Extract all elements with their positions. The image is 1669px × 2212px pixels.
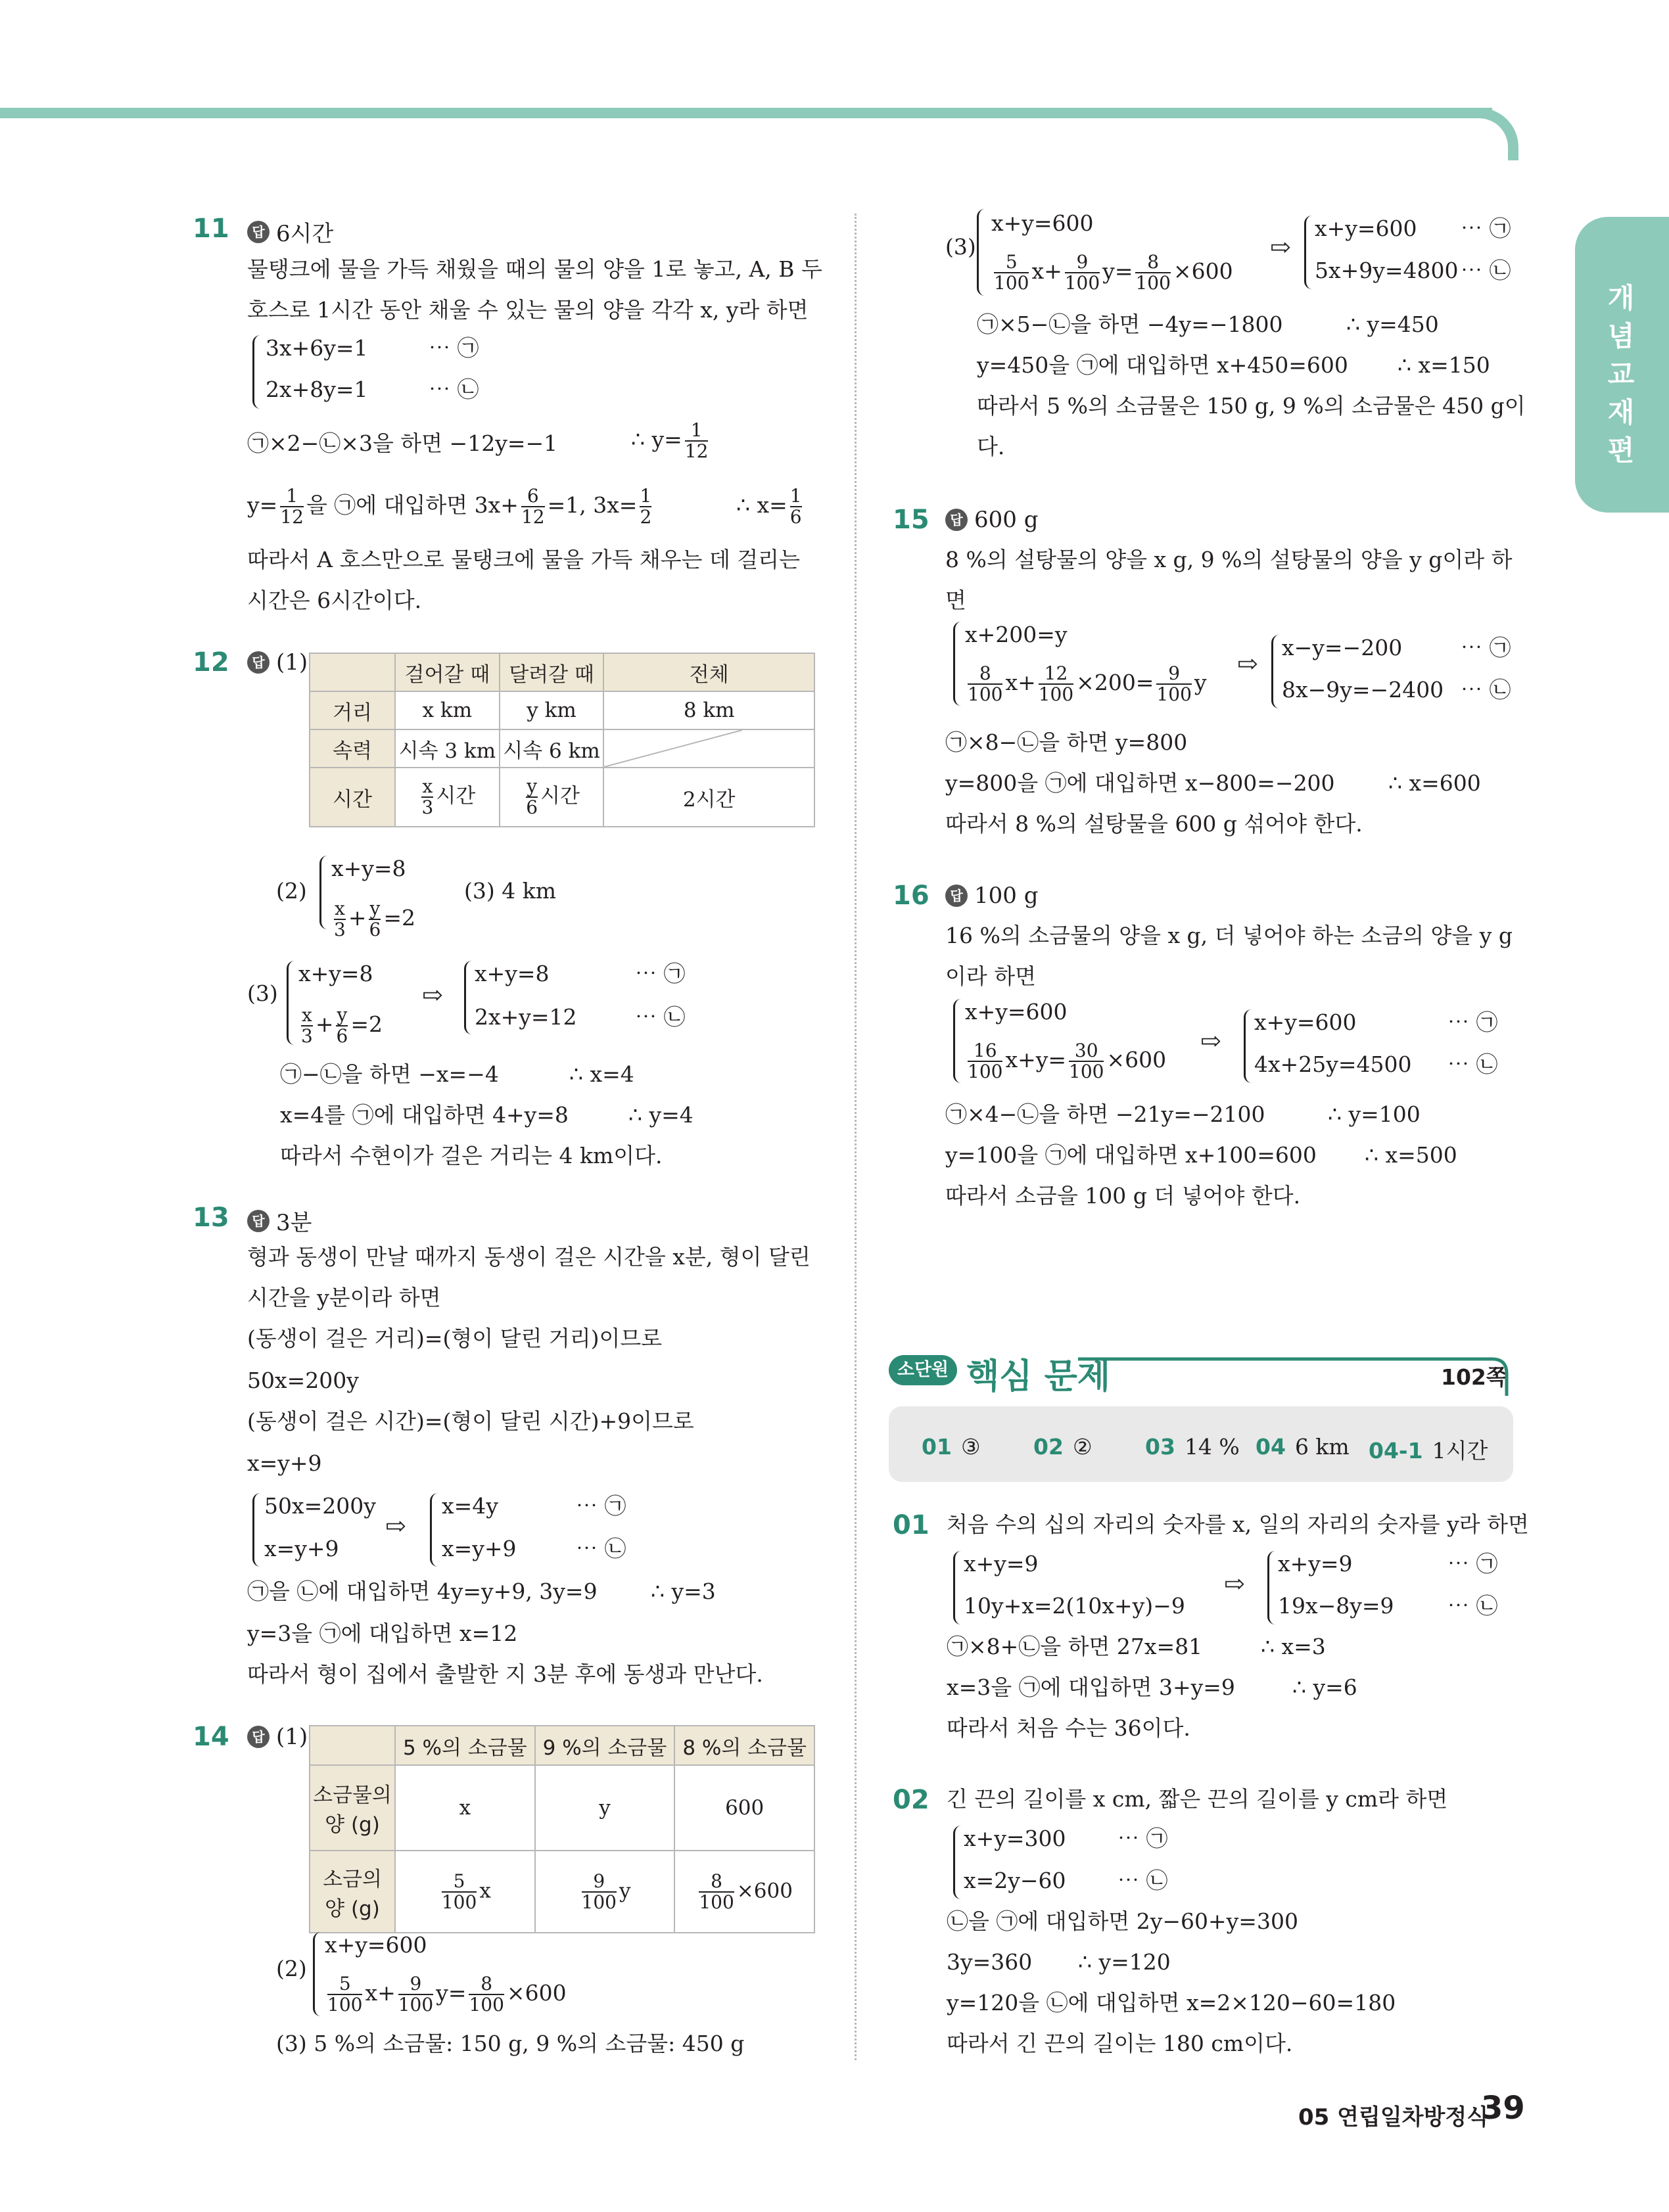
c01-line2-result: ∴ x=3	[1261, 1634, 1326, 1659]
q12-p3-brace2	[464, 961, 474, 1034]
q13-answer: 답 3분	[247, 1205, 312, 1237]
q15-line4-result: ∴ x=600	[1388, 770, 1481, 796]
q15-number: 15	[893, 505, 929, 535]
c01-line2: ㉠×8+㉡을 하면 27x=81	[947, 1634, 1203, 1659]
q13-line7: ㉠을 ㉡에 대입하면 4y=y+9, 3y=9	[247, 1578, 598, 1604]
q16-line4: y=100을 ㉠에 대입하면 x+100=600	[945, 1142, 1317, 1168]
q16-answer: 답 100 g	[945, 883, 1038, 909]
arrow-icon: ⇨	[422, 980, 443, 1009]
q12-p2-eq1: x+y=8	[331, 856, 406, 881]
arrow-icon: ⇨	[1200, 1026, 1221, 1055]
c01-eq2: 10y+x=2(10x+y)−9	[964, 1593, 1185, 1619]
q16-m1: ⋯ ㉠	[1447, 1009, 1498, 1035]
q12-p3-eq1: x+y=8	[298, 961, 373, 986]
q13-eq1: 50x=200y	[264, 1493, 376, 1519]
core-title: 핵심 문제	[966, 1357, 1111, 1396]
c01-t1: x+y=9	[1278, 1551, 1353, 1577]
q13-t2: x=y+9	[442, 1536, 517, 1561]
side-tab	[1575, 217, 1669, 513]
footer-chapter: 05 연립일차방정식	[1298, 2104, 1489, 2131]
q15-line5: 따라서 8 %의 설탕물을 600 g 섞어야 한다.	[945, 811, 1363, 837]
c01-line4: 따라서 처음 수는 36이다.	[947, 1715, 1190, 1741]
core-badge: 소단원	[889, 1355, 957, 1385]
c01-line3-result: ∴ y=6	[1292, 1674, 1357, 1700]
c02-line1: 긴 끈의 길이를 x cm, 짧은 끈의 길이를 y cm라 하면	[947, 1786, 1448, 1812]
q13-eq2: x=y+9	[264, 1536, 339, 1561]
q12-p3-brace	[287, 961, 296, 1045]
q15-eq1: x+200=y	[965, 622, 1068, 647]
c01-m2: ⋯ ㉡	[1447, 1593, 1498, 1619]
answer-icon: 답	[247, 1210, 270, 1232]
answer-icon: 답	[247, 651, 270, 674]
q11-line5: 따라서 A 호스만으로 물탱크에 물을 가득 채우는 데 걸리는	[247, 547, 800, 572]
c01-brace	[953, 1551, 963, 1624]
q13-line5: (동생이 걸은 시간)=(형이 달린 시간)+9이므로	[247, 1408, 694, 1434]
q16-line1: 16 %의 소금물의 양을 x g, 더 넣어야 하는 소금의 양을 y g	[945, 923, 1513, 948]
page-number: 39	[1481, 2090, 1525, 2127]
q14-rline1: ㉠×5−㉡을 하면 −4y=−1800	[977, 311, 1283, 337]
q11-eq1: 3x+6y=1	[266, 335, 368, 361]
q11-line2: 호스로 1시간 동안 채울 수 있는 물의 양을 각각 x, y라 하면	[247, 297, 809, 323]
q14-rline2: y=450을 ㉠에 대입하면 x+450=600	[977, 352, 1348, 378]
arrow-icon: ⇨	[385, 1511, 406, 1540]
q15-m2: ⋯ ㉡	[1461, 677, 1511, 703]
q14-p2-eq1: x+y=600	[325, 1932, 427, 1958]
core-item-04-1: 04-1 1시간	[1369, 1438, 1488, 1463]
q14-p2-eq2: $\frac{5}{100}$ x+ $\frac{9}{100}$ y= $\frac{8}{100}$ ×600	[327, 1973, 567, 2016]
c02-line5: 따라서 긴 끈의 길이는 180 cm이다.	[947, 2031, 1293, 2056]
q14-r3-eq1: x+y=600	[991, 210, 1094, 236]
q15-t2: 8x−9y=−2400	[1282, 677, 1444, 703]
q12-p2-label: (2)	[276, 878, 307, 904]
q14-rline4: 다.	[977, 434, 1005, 459]
q11-number: 11	[193, 214, 229, 244]
q13-m2: ⋯ ㉡	[576, 1536, 626, 1561]
q15-line3: ㉠×8−㉡을 하면 y=800	[945, 729, 1188, 755]
q12-line3: 따라서 수현이가 걸은 거리는 4 km이다.	[280, 1143, 663, 1168]
q14-r3-m1: ⋯ ㉠	[1461, 216, 1511, 241]
arrow-icon: ⇨	[1224, 1569, 1245, 1598]
q12-line1-result: ∴ x=4	[569, 1061, 634, 1087]
c02-line3: 3y=360	[947, 1949, 1033, 1975]
q15-line1: 8 %의 설탕물의 양을 x g, 9 %의 설탕물의 양을 y g이라 하	[945, 547, 1513, 572]
q14-rline1-result: ∴ y=450	[1346, 311, 1439, 337]
c01-line3: x=3을 ㉠에 대입하면 3+y=9	[947, 1674, 1235, 1700]
q13-number: 13	[193, 1203, 229, 1233]
q16-eq1: x+y=600	[965, 999, 1068, 1025]
c02-line3-result: ∴ y=120	[1078, 1949, 1171, 1975]
q14-r3-m2: ⋯ ㉡	[1461, 258, 1511, 283]
core-item-03: 03 14 %	[1145, 1434, 1240, 1460]
q13-line9: 따라서 형이 집에서 출발한 지 3분 후에 동생과 만난다.	[247, 1661, 763, 1687]
q12-p3-eq2: $\frac{x}{3}$ + $\frac{y}{6}$ =2	[301, 1004, 383, 1047]
q13-brace2	[430, 1493, 440, 1567]
q11-mark1: ⋯ ㉠	[429, 335, 479, 361]
answer-icon: 답	[945, 885, 968, 907]
q13-line8: y=3을 ㉠에 대입하면 x=12	[247, 1621, 518, 1646]
top-rule	[0, 108, 1492, 118]
q14-rline2-result: ∴ x=150	[1398, 352, 1490, 378]
core-item-04: 04 6 km	[1256, 1434, 1350, 1460]
q11-line1: 물탱크에 물을 가득 채웠을 때의 물의 양을 1로 놓고, A, B 두	[247, 256, 822, 282]
q14-p3: (3) 5 %의 소금물: 150 g, 9 %의 소금물: 450 g	[276, 2031, 745, 2056]
c02-line2: ㉡을 ㉠에 대입하면 2y−60+y=300	[947, 1908, 1298, 1934]
core-item-01: 01 ③	[922, 1434, 981, 1460]
q16-t2: 4x+25y=4500	[1254, 1051, 1412, 1077]
q12-p2-eq2: $\frac{x}{3}$ + $\frac{y}{6}$ =2	[334, 898, 415, 940]
q16-t1: x+y=600	[1254, 1009, 1357, 1035]
q12-p2-brace	[319, 856, 329, 929]
q11-answer: 답 6시간	[247, 216, 333, 248]
c01-eq1: x+y=9	[964, 1551, 1039, 1577]
q13-line3: (동생이 걸은 거리)=(형이 달린 거리)이므로	[247, 1325, 663, 1351]
q12-p3-m1: ⋯ ㉠	[635, 961, 686, 986]
c01-m1: ⋯ ㉠	[1447, 1551, 1498, 1577]
c01-brace2	[1267, 1551, 1277, 1624]
q12-p3-t2: 2x+y=12	[475, 1004, 577, 1030]
q13-m1: ⋯ ㉠	[576, 1493, 626, 1519]
q13-t1: x=4y	[442, 1493, 498, 1519]
q13-line4: 50x=200y	[247, 1368, 359, 1393]
q11-eq2: 2x+8y=1	[266, 377, 368, 402]
q16-number: 16	[893, 881, 929, 911]
q13-line1: 형과 동생이 만날 때까지 동생이 걸은 시간을 x분, 형이 달린	[247, 1244, 811, 1270]
q16-brace2	[1244, 1009, 1254, 1083]
q14-table: 5 %의 소금물 9 %의 소금물 8 %의 소금물 소금물의 양 (g) x y 600 소금의 양 (g) $\frac{5}{100}$ x $\frac{9}{100}$ y $\frac{8}{100}$ ×600	[309, 1725, 815, 1933]
q14-number: 14	[193, 1722, 229, 1752]
q14-r3-label: (3)	[945, 234, 976, 260]
q12-number: 12	[193, 647, 229, 678]
q16-line3: ㉠×4−㉡을 하면 −21y=−2100	[945, 1101, 1265, 1127]
side-tab-label: 개념교재편	[1607, 282, 1635, 467]
q14-r3-t1: x+y=600	[1315, 216, 1417, 241]
q15-t1: x−y=−200	[1282, 635, 1403, 660]
answer-icon: 답	[247, 1726, 270, 1748]
q12-p3-label: (3)	[247, 980, 278, 1006]
q16-m2: ⋯ ㉡	[1447, 1051, 1498, 1077]
q11-line6: 시간은 6시간이다.	[247, 588, 422, 613]
q11-line3: ㉠×2−㉡×3을 하면 −12y=−1	[247, 430, 558, 456]
q11-line3-result: ∴ y= $\frac{1}{12}$	[631, 419, 709, 462]
q15-line2: 면	[945, 588, 966, 613]
c02-line4: y=120을 ㉡에 대입하면 x=2×120−60=180	[947, 1990, 1396, 2016]
core-page-ref: 102쪽	[1441, 1364, 1507, 1390]
c01-number: 01	[893, 1510, 929, 1540]
arrow-icon: ⇨	[1270, 233, 1291, 262]
q12-p3-t1: x+y=8	[475, 961, 550, 986]
q12-answer: 답 (1)	[247, 649, 308, 676]
q12-line1: ㉠−㉡을 하면 −x=−4	[280, 1061, 499, 1087]
q11-line4: y= $\frac{1}{12}$ 을 ㉠에 대입하면 3x+ $\frac{6}{12}$ =1, 3x= $\frac{1}{2}$	[247, 485, 652, 528]
q11-brace	[252, 335, 262, 409]
q13-line6: x=y+9	[247, 1450, 322, 1476]
c02-brace	[953, 1826, 963, 1899]
c01-line1: 처음 수의 십의 자리의 숫자를 x, 일의 자리의 숫자를 y라 하면	[947, 1511, 1529, 1537]
q16-line5: 따라서 소금을 100 g 더 넣어야 한다.	[945, 1183, 1301, 1209]
q12-diagonal	[604, 730, 814, 767]
answer-icon: 답	[945, 509, 968, 531]
q12-line2-result: ∴ y=4	[628, 1102, 693, 1128]
q12-line2: x=4를 ㉠에 대입하면 4+y=8	[280, 1102, 569, 1128]
q11-line4-result: ∴ x= $\frac{1}{6}$	[736, 485, 802, 528]
q14-r3-eq2: $\frac{5}{100}$ x+ $\frac{9}{100}$ y= $\frac{8}{100}$ ×600	[994, 251, 1233, 294]
q16-line3-result: ∴ y=100	[1328, 1101, 1421, 1127]
q13-brace1	[252, 1493, 262, 1567]
q14-rline3: 따라서 5 %의 소금물은 150 g, 9 %의 소금물은 450 g이	[977, 393, 1526, 419]
c01-t2: 19x−8y=9	[1278, 1593, 1394, 1619]
top-rule-curve	[1453, 108, 1518, 160]
q14-p2-label: (2)	[276, 1956, 307, 1981]
c02-m2: ⋯ ㉡	[1117, 1868, 1168, 1893]
answer-icon: 답	[247, 221, 270, 243]
q15-brace	[953, 622, 963, 706]
q12-p3-short: (3) 4 km	[464, 878, 557, 904]
q12-table: 걸어갈 때 달려갈 때 전체 거리 x km y km 8 km 속력 시속 3 km 시속 6 km 시간 $\frac{x}{3}$ 시간 $\frac{y}{6}$ 시간 2시간	[309, 653, 815, 827]
arrow-icon: ⇨	[1237, 649, 1258, 678]
q16-line2: 이라 하면	[945, 963, 1037, 989]
q16-line4-result: ∴ x=500	[1365, 1142, 1457, 1168]
q14-p2-brace	[313, 1932, 323, 2016]
column-divider	[855, 214, 857, 2060]
q15-eq2: $\frac{8}{100}$ x+ $\frac{12}{100}$ ×200= $\frac{9}{100}$ y	[968, 662, 1207, 705]
q15-m1: ⋯ ㉠	[1461, 635, 1511, 660]
q14-answer: 답 (1)	[247, 1724, 308, 1750]
q12-p3-m2: ⋯ ㉡	[635, 1004, 686, 1030]
q14-r3-brace	[977, 209, 987, 296]
q14-r3-brace2	[1304, 216, 1314, 289]
q15-line4: y=800을 ㉠에 대입하면 x−800=−200	[945, 770, 1335, 796]
q13-line7-result: ∴ y=3	[651, 1578, 716, 1604]
q16-eq2: $\frac{16}{100}$ x+y= $\frac{30}{100}$ ×600	[968, 1040, 1167, 1082]
c02-eq1: x+y=300	[964, 1826, 1066, 1851]
q15-answer: 답 600 g	[945, 507, 1038, 533]
q13-line2: 시간을 y분이라 하면	[247, 1285, 441, 1310]
q14-r3-t2: 5x+9y=4800	[1315, 258, 1459, 283]
core-header-rule	[1078, 1356, 1512, 1396]
core-item-02: 02 ②	[1033, 1434, 1093, 1460]
c02-number: 02	[893, 1785, 929, 1815]
q11-mark2: ⋯ ㉡	[429, 377, 479, 402]
c02-eq2: x=2y−60	[964, 1868, 1066, 1893]
c02-m1: ⋯ ㉠	[1117, 1826, 1168, 1851]
q15-brace2	[1271, 635, 1281, 708]
q16-brace	[953, 999, 963, 1083]
